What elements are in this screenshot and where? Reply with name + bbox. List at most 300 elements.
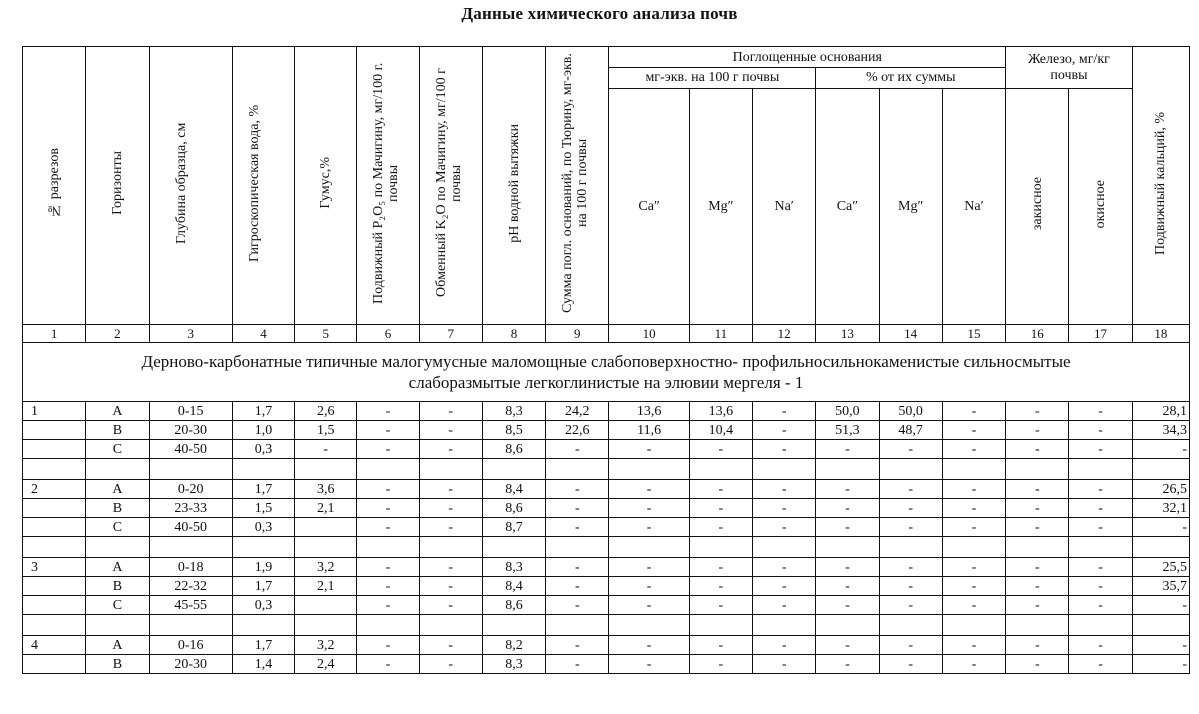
table-cell: - (689, 480, 752, 499)
table-cell: 1,7 (232, 402, 294, 421)
table-cell: - (419, 577, 482, 596)
table-cell: - (942, 440, 1005, 459)
table-cell: 4 (23, 636, 86, 655)
table-cell (357, 537, 419, 558)
table-cell: 8,5 (482, 421, 545, 440)
table-cell: - (357, 499, 419, 518)
table-cell (357, 615, 419, 636)
column-number: 15 (942, 325, 1005, 343)
table-cell: - (689, 499, 752, 518)
table-cell: 8,4 (482, 480, 545, 499)
table-cell: - (357, 655, 419, 674)
table-cell: - (609, 518, 689, 537)
table-cell: - (816, 440, 879, 459)
table-cell: B (86, 577, 149, 596)
table-cell: - (1006, 518, 1069, 537)
table-cell: 8,3 (482, 655, 545, 674)
table-cell: 0,3 (232, 596, 294, 615)
column-number: 9 (546, 325, 609, 343)
soil-analysis-table (22, 46, 1190, 674)
table-cell: 22,6 (546, 421, 609, 440)
table-cell: 48,7 (879, 421, 942, 440)
table-cell (689, 615, 752, 636)
table-cell: - (816, 499, 879, 518)
table-cell: - (546, 440, 609, 459)
table-cell (942, 615, 1005, 636)
spacer-row (23, 615, 1190, 636)
table-cell: 2,1 (295, 577, 357, 596)
table-cell: - (295, 440, 357, 459)
table-cell: - (1069, 518, 1132, 537)
table-cell: - (609, 577, 689, 596)
table-cell: - (1069, 636, 1132, 655)
table-cell: 8,6 (482, 440, 545, 459)
table-cell: - (816, 558, 879, 577)
table-cell: - (546, 499, 609, 518)
table-cell: 20-30 (149, 655, 232, 674)
table-cell: - (942, 518, 1005, 537)
header-col-18: Подвижный кальций, % (1132, 47, 1189, 325)
column-number: 5 (295, 325, 357, 343)
table-cell (23, 615, 86, 636)
table-cell: - (609, 596, 689, 615)
table-cell (232, 615, 294, 636)
table-row (23, 402, 1190, 421)
header-col-7: Обменный K₂O по Мачигину, мг/100 г почвы (419, 47, 482, 325)
table-cell (1132, 615, 1189, 636)
spacer-row (23, 459, 1190, 480)
table-cell: - (879, 596, 942, 615)
table-cell (232, 537, 294, 558)
table-cell (23, 577, 86, 596)
table-cell (23, 655, 86, 674)
table-cell: - (357, 558, 419, 577)
table-cell: - (419, 558, 482, 577)
table-cell (546, 615, 609, 636)
table-cell: - (546, 518, 609, 537)
table-cell: 8,6 (482, 499, 545, 518)
table-cell: 1,0 (232, 421, 294, 440)
table-cell: - (753, 518, 816, 537)
table-cell: 0,3 (232, 440, 294, 459)
table-cell: - (942, 402, 1005, 421)
table-cell (419, 615, 482, 636)
table-cell: 40-50 (149, 440, 232, 459)
header-col-17: окисное (1069, 89, 1132, 325)
column-number: 11 (689, 325, 752, 343)
table-cell (753, 459, 816, 480)
column-number: 1 (23, 325, 86, 343)
table-cell: - (689, 636, 752, 655)
table-cell: А (86, 558, 149, 577)
table-cell: - (1069, 402, 1132, 421)
table-cell: - (357, 402, 419, 421)
table-cell: - (753, 558, 816, 577)
table-cell: - (419, 596, 482, 615)
column-number: 12 (753, 325, 816, 343)
table-cell: - (879, 499, 942, 518)
table-cell: - (1069, 440, 1132, 459)
table-cell: - (753, 636, 816, 655)
table-cell: - (816, 636, 879, 655)
column-number: 4 (232, 325, 294, 343)
table-cell: - (689, 655, 752, 674)
table-cell (23, 537, 86, 558)
table-cell (689, 537, 752, 558)
table-cell: 8,7 (482, 518, 545, 537)
table-cell: 2 (23, 480, 86, 499)
table-cell: - (419, 421, 482, 440)
table-cell: А (86, 402, 149, 421)
table-cell: - (419, 402, 482, 421)
table-cell (1069, 615, 1132, 636)
column-number: 8 (482, 325, 545, 343)
table-cell: 22-32 (149, 577, 232, 596)
table-cell: 23-33 (149, 499, 232, 518)
table-cell (1006, 537, 1069, 558)
table-cell: - (419, 655, 482, 674)
table-cell: - (1132, 440, 1189, 459)
group-title (23, 343, 1190, 402)
table-cell: - (753, 577, 816, 596)
table-cell (1069, 537, 1132, 558)
table-cell: 40-50 (149, 518, 232, 537)
table-cell: - (1006, 636, 1069, 655)
table-cell: - (1006, 577, 1069, 596)
table-row (23, 655, 1190, 674)
table-cell: - (879, 577, 942, 596)
header-col-4: Гигроскопическая вода, % (232, 47, 294, 325)
table-cell: - (816, 577, 879, 596)
header-mg-eq: мг-экв. на 100 г почвы (609, 68, 816, 89)
table-cell: - (546, 558, 609, 577)
column-number: 10 (609, 325, 689, 343)
table-cell: 50,0 (816, 402, 879, 421)
table-cell (753, 615, 816, 636)
table-cell: - (419, 440, 482, 459)
table-cell: 1,7 (232, 577, 294, 596)
table-cell: 45-55 (149, 596, 232, 615)
table-row (23, 421, 1190, 440)
table-cell (482, 537, 545, 558)
table-cell (1132, 537, 1189, 558)
table-cell: - (816, 518, 879, 537)
table-cell: 8,2 (482, 636, 545, 655)
header-col-14: Mg″ (879, 89, 942, 325)
table-cell (816, 459, 879, 480)
table-cell: 11,6 (609, 421, 689, 440)
table-cell: - (753, 499, 816, 518)
group-title-line-2: слаборазмытые легкоглинистые на элювии мергеля - 1 (408, 373, 804, 392)
column-number: 13 (816, 325, 879, 343)
table-cell: - (609, 636, 689, 655)
table-cell (689, 459, 752, 480)
table-cell: - (419, 636, 482, 655)
table-cell: - (1006, 440, 1069, 459)
table-cell: 1,5 (295, 421, 357, 440)
table-cell: - (942, 421, 1005, 440)
table-cell (23, 499, 86, 518)
table-cell (482, 459, 545, 480)
header-col-13: Ca″ (816, 89, 879, 325)
header-col-16: закисное (1006, 89, 1069, 325)
table-cell: - (1132, 596, 1189, 615)
header-col-1: № разрезов (23, 47, 86, 325)
header-col-5: Гумус,% (295, 47, 357, 325)
group-title-line-1: Дерново-карбонатные типичные малогумусные маломощные слабоповерхностно- профильносильнокаменистые сильносмытые (141, 352, 1071, 371)
table-cell: - (879, 655, 942, 674)
table-cell: - (419, 518, 482, 537)
table-cell: - (879, 558, 942, 577)
table-cell: 1 (23, 402, 86, 421)
table-cell: 51,3 (816, 421, 879, 440)
table-cell: - (419, 480, 482, 499)
table-row (23, 499, 1190, 518)
header-col-6: Подвижный P₂O₅ по Мачигину, мг/100 г. почвы (357, 47, 419, 325)
group-title-row (23, 343, 1190, 402)
table-cell: - (419, 499, 482, 518)
table-cell: - (357, 596, 419, 615)
page-title: Данные химического анализа почв (461, 4, 738, 23)
table-cell: 20-30 (149, 421, 232, 440)
table-cell (1006, 459, 1069, 480)
table-cell: - (942, 499, 1005, 518)
table-cell: - (1132, 518, 1189, 537)
table-cell: 1,9 (232, 558, 294, 577)
table-row (23, 558, 1190, 577)
table-cell (295, 537, 357, 558)
header-col-12: Na′ (753, 89, 816, 325)
table-cell: 0-16 (149, 636, 232, 655)
table-cell (295, 459, 357, 480)
table-cell (419, 459, 482, 480)
table-cell: - (1069, 480, 1132, 499)
table-cell: - (689, 577, 752, 596)
column-number: 16 (1006, 325, 1069, 343)
table-cell (149, 537, 232, 558)
table-cell: 2,4 (295, 655, 357, 674)
table-cell: 3,6 (295, 480, 357, 499)
table-cell: 10,4 (689, 421, 752, 440)
table-cell (1069, 459, 1132, 480)
table-row (23, 440, 1190, 459)
table-cell: C (86, 596, 149, 615)
table-cell (546, 537, 609, 558)
table-cell: C (86, 440, 149, 459)
table-cell: - (879, 440, 942, 459)
table-cell: - (753, 655, 816, 674)
table-cell: - (1132, 636, 1189, 655)
table-cell (482, 615, 545, 636)
table-cell: C (86, 518, 149, 537)
table-cell: - (1006, 421, 1069, 440)
table-cell: 24,2 (546, 402, 609, 421)
table-cell (1132, 459, 1189, 480)
table-cell: - (689, 440, 752, 459)
table-cell: B (86, 421, 149, 440)
table-cell (295, 518, 357, 537)
table-cell (295, 615, 357, 636)
table-row (23, 636, 1190, 655)
table-cell (1006, 615, 1069, 636)
table-cell: - (942, 636, 1005, 655)
table-cell (816, 615, 879, 636)
table-cell: 8,6 (482, 596, 545, 615)
table-cell: - (816, 655, 879, 674)
table-cell: 26,5 (1132, 480, 1189, 499)
table-row (23, 518, 1190, 537)
table-cell: - (753, 421, 816, 440)
header-col-10: Ca″ (609, 89, 689, 325)
table-cell: 25,5 (1132, 558, 1189, 577)
table-cell: - (609, 440, 689, 459)
column-number: 14 (879, 325, 942, 343)
table-cell: - (879, 480, 942, 499)
table-cell (86, 615, 149, 636)
table-cell: - (357, 480, 419, 499)
table-cell: - (816, 596, 879, 615)
header-absorbed-bases: Поглощенные основания (609, 47, 1006, 68)
table-cell: 28,1 (1132, 402, 1189, 421)
table-cell: - (1006, 402, 1069, 421)
header-col-15: Na′ (942, 89, 1005, 325)
table-cell: - (753, 402, 816, 421)
table-cell: B (86, 499, 149, 518)
table-row (23, 480, 1190, 499)
table-cell: - (942, 577, 1005, 596)
table-cell: - (609, 499, 689, 518)
table-cell: - (1069, 655, 1132, 674)
table-cell: - (1132, 655, 1189, 674)
spacer-row (23, 537, 1190, 558)
table-cell: - (609, 480, 689, 499)
header-pct-sum: % от их суммы (816, 68, 1006, 89)
table-cell: 34,3 (1132, 421, 1189, 440)
table-cell (942, 537, 1005, 558)
table-cell: 0,3 (232, 518, 294, 537)
table-cell (609, 615, 689, 636)
table-cell (879, 459, 942, 480)
column-number: 17 (1069, 325, 1132, 343)
table-cell (86, 459, 149, 480)
table-cell: 13,6 (609, 402, 689, 421)
table-cell: 0-18 (149, 558, 232, 577)
table-cell (816, 537, 879, 558)
table-cell: 1,4 (232, 655, 294, 674)
table-cell: - (609, 558, 689, 577)
table-cell: - (357, 577, 419, 596)
table-cell: - (1069, 558, 1132, 577)
table-cell (879, 537, 942, 558)
table-cell: 0-15 (149, 402, 232, 421)
table-cell (609, 459, 689, 480)
table-cell (23, 459, 86, 480)
table-cell: - (942, 558, 1005, 577)
column-number: 3 (149, 325, 232, 343)
header-iron: Железо, мг/кг почвы (1006, 47, 1133, 89)
table-cell: 32,1 (1132, 499, 1189, 518)
table-cell (232, 459, 294, 480)
table-cell: 13,6 (689, 402, 752, 421)
table-cell: - (689, 596, 752, 615)
table-cell: 0-20 (149, 480, 232, 499)
table-cell (149, 615, 232, 636)
table-cell: - (1069, 421, 1132, 440)
table-cell: - (546, 480, 609, 499)
table-cell: - (689, 558, 752, 577)
table-cell: - (942, 596, 1005, 615)
table-cell: - (357, 421, 419, 440)
table-cell: - (1006, 558, 1069, 577)
table-cell: - (546, 636, 609, 655)
table-cell (23, 421, 86, 440)
column-number: 6 (357, 325, 419, 343)
column-number: 7 (419, 325, 482, 343)
table-cell (942, 459, 1005, 480)
table-cell: - (357, 518, 419, 537)
table-cell (879, 615, 942, 636)
table-cell: - (546, 596, 609, 615)
table-cell: - (816, 480, 879, 499)
column-number: 18 (1132, 325, 1189, 343)
table-cell: 8,3 (482, 558, 545, 577)
table-cell: 2,1 (295, 499, 357, 518)
table-cell: - (879, 518, 942, 537)
table-cell: 2,6 (295, 402, 357, 421)
table-cell: 8,4 (482, 577, 545, 596)
table-cell: - (689, 518, 752, 537)
table-cell: - (1006, 480, 1069, 499)
header-col-11: Mg″ (689, 89, 752, 325)
table-cell: - (357, 636, 419, 655)
table-cell: - (357, 440, 419, 459)
table-cell: - (1006, 596, 1069, 615)
table-cell: - (942, 480, 1005, 499)
table-cell: - (1069, 499, 1132, 518)
table-body (23, 325, 1190, 674)
table-cell (753, 537, 816, 558)
table-cell: - (1006, 499, 1069, 518)
header-col-3: Глубина образца, см (149, 47, 232, 325)
table-cell: 8,3 (482, 402, 545, 421)
table-cell (419, 537, 482, 558)
table-cell (546, 459, 609, 480)
table-cell: А (86, 636, 149, 655)
table-cell: - (753, 440, 816, 459)
table-cell: 1,7 (232, 636, 294, 655)
table-cell (357, 459, 419, 480)
column-number: 2 (86, 325, 149, 343)
table-cell (149, 459, 232, 480)
table-cell: 3,2 (295, 558, 357, 577)
table-cell (609, 537, 689, 558)
table-cell: 1,5 (232, 499, 294, 518)
header-col-9: Сумма погл. оснований, по Тюрину, мг-экв. на 100 г почвы (546, 47, 609, 325)
table-cell: - (753, 480, 816, 499)
table-cell (86, 537, 149, 558)
table-cell: - (1006, 655, 1069, 674)
table-cell (23, 440, 86, 459)
table-cell: 1,7 (232, 480, 294, 499)
table-cell: - (753, 596, 816, 615)
table-cell: 50,0 (879, 402, 942, 421)
header-col-8: pH водной вытяжки (482, 47, 545, 325)
table-cell: - (942, 655, 1005, 674)
table-header (23, 47, 1190, 325)
table-row (23, 596, 1190, 615)
table-cell: - (609, 655, 689, 674)
table-row (23, 577, 1190, 596)
